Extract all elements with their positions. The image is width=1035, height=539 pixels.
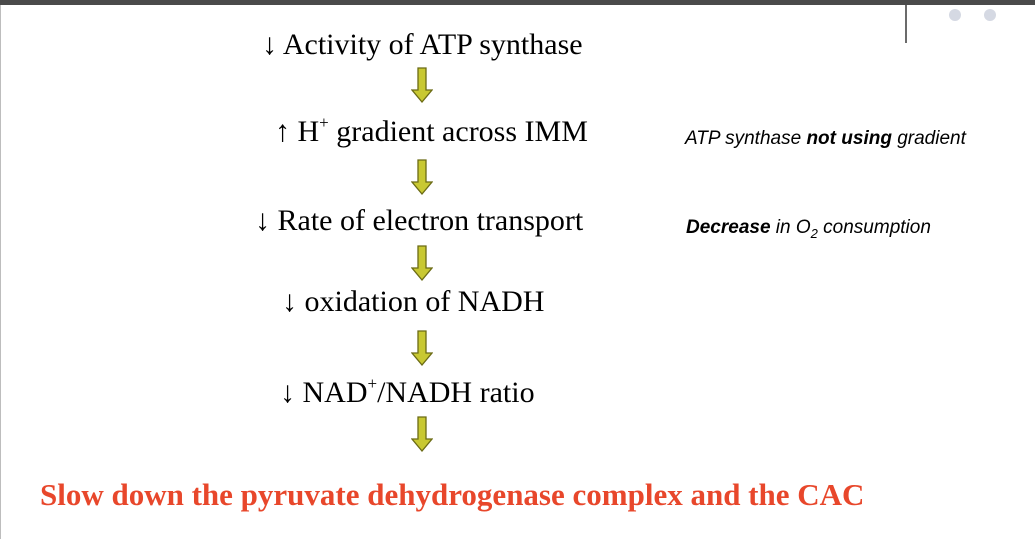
down-block-arrow-icon	[411, 67, 433, 103]
left-border	[0, 5, 1, 539]
down-block-arrow-icon	[411, 159, 433, 195]
decorative-dot-2	[984, 9, 996, 21]
step-h-gradient	[275, 113, 588, 148]
step-nad-ratio	[280, 374, 535, 409]
down-block-arrow-icon	[411, 245, 433, 281]
step-direction-arrow: ↓	[262, 28, 277, 61]
step-direction-arrow: ↑	[275, 115, 290, 148]
down-block-arrow-icon	[411, 330, 433, 366]
step-activity-atp-synthase	[262, 30, 583, 60]
step-direction-arrow: ↓	[282, 285, 297, 318]
down-block-arrow-icon	[411, 416, 433, 452]
step-direction-arrow: ↓	[255, 204, 270, 237]
note-oxygen-consumption: Decrease in $O_2$ consumption	[686, 217, 931, 241]
step-text: NAD+/NADH ratio	[302, 374, 535, 409]
step-electron-transport	[255, 206, 583, 236]
step-text: Activity of ATP synthase	[282, 28, 583, 61]
step-text: oxidation of NADH	[304, 285, 545, 318]
note-gradient-not-used: ATP synthase not using gradient	[685, 128, 966, 149]
step-text: H+ gradient across IMM	[297, 113, 588, 148]
conclusion-text: Slow down the pyruvate dehydrogenase complex and the CAC	[40, 477, 865, 512]
top-bar	[0, 0, 1035, 5]
decorative-dot-1	[949, 9, 961, 21]
step-direction-arrow: ↓	[280, 376, 295, 409]
step-text: Rate of electron transport	[277, 204, 584, 237]
corner-vertical-line	[905, 5, 907, 43]
step-nadh-oxidation	[282, 287, 544, 317]
